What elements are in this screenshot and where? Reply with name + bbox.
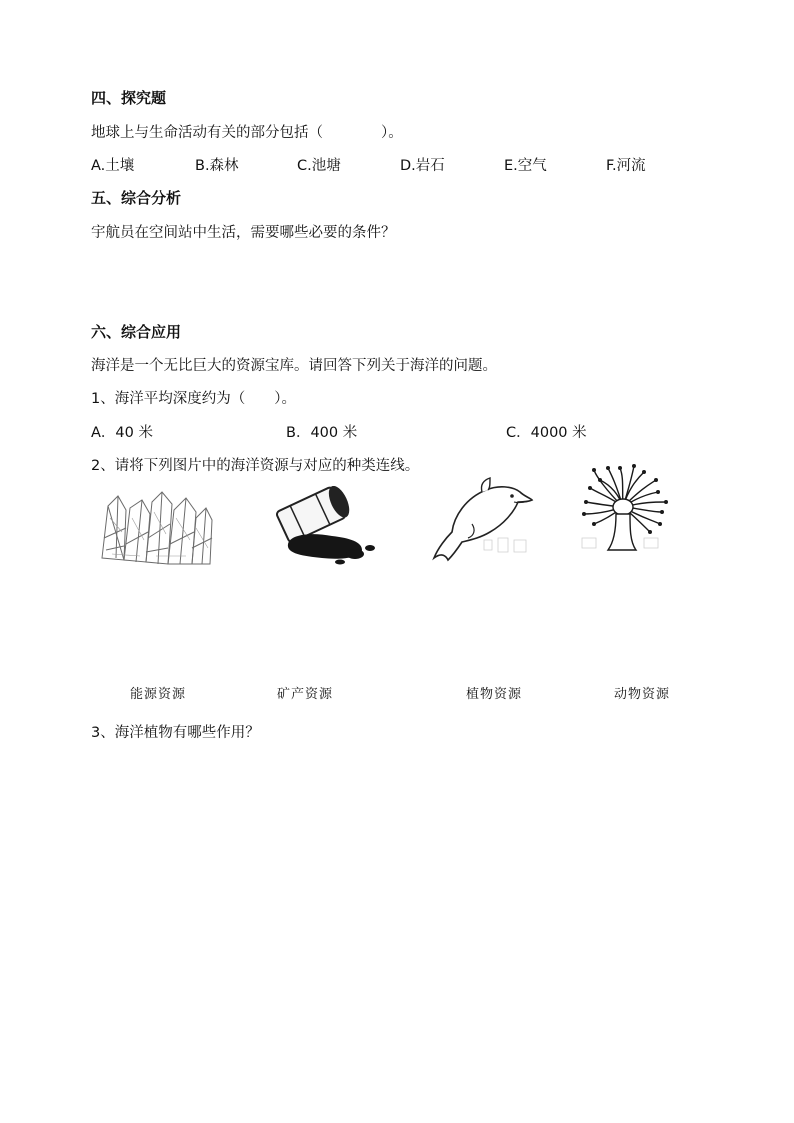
- option-c: C.池塘: [297, 158, 341, 174]
- q1-option-b: B．400 米: [286, 425, 358, 441]
- label-mineral-resources: 矿产资源: [277, 687, 334, 702]
- option-e: E.空气: [504, 158, 547, 174]
- oil-barrel-picture: [270, 486, 380, 566]
- label-energy-resources: 能源资源: [130, 687, 187, 702]
- label-animal-resources: 动物资源: [614, 687, 671, 702]
- option-d: D.岩石: [400, 158, 445, 174]
- section-4-question: 地球上与生命活动有关的部分包括（ ）。: [91, 125, 403, 141]
- option-a: A.土壤: [91, 158, 135, 174]
- question-2: 2、请将下列图片中的海洋资源与对应的种类连线。: [91, 458, 420, 474]
- section-5-question: 宇航员在空间站中生活，需要哪些必要的条件？: [91, 225, 396, 241]
- section-6-intro: 海洋是一个无比巨大的资源宝库。请回答下列关于海洋的问题。: [91, 358, 497, 374]
- question-3: 3、海洋植物有哪些作用？: [91, 725, 260, 741]
- q1-option-a: A．40 米: [91, 425, 153, 441]
- q1-option-c: C．4000 米: [506, 425, 587, 441]
- label-plant-resources: 植物资源: [466, 687, 523, 702]
- section-4-heading: 四、探究题: [91, 89, 167, 107]
- sea-anemone-picture: [578, 462, 673, 557]
- option-b: B.森林: [195, 158, 239, 174]
- section-5-heading: 五、综合分析: [91, 189, 182, 207]
- section-6-heading: 六、综合应用: [91, 323, 182, 341]
- dolphin-picture: [424, 476, 534, 566]
- option-f: F.河流: [606, 158, 646, 174]
- question-1: 1、海洋平均深度约为（ ）。: [91, 391, 296, 407]
- crystal-mineral-picture: [96, 488, 216, 568]
